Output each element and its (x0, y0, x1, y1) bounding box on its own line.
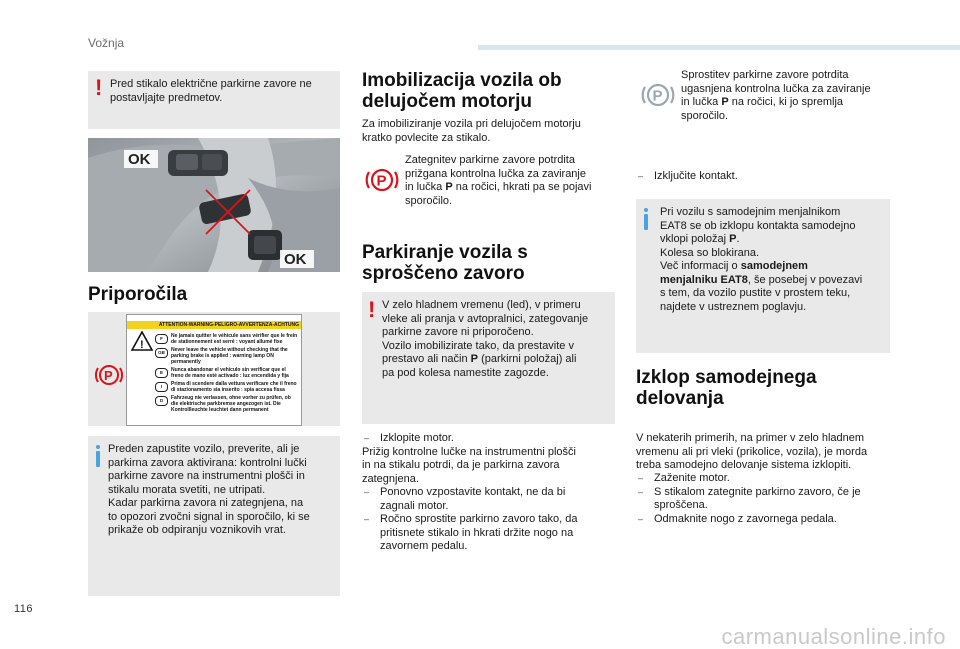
text-line: – Ponovno vzpostavite kontakt, ne da bi (380, 486, 566, 498)
text-line: in lučka P na ročici, hkrati pa se pojavi (405, 181, 592, 193)
info-text: Preden zapustite vozilo, preverite, ali je parkirna zavora aktivirana: kontrolni lučki parkirne zavore na instrumentni plošči in stikalu morata svetiti, ne utripati. Kadar parkirna zavora ni zategnjena, na to opozori zvočni signal in sporočilo, ki se prikaže ob odpiranju voznikovih vrat. (108, 443, 310, 536)
switch-top (168, 150, 228, 176)
text-line: pritisnete stikalo in hkrati držite nogo na (380, 526, 574, 539)
apply-confirmation-text (405, 154, 615, 208)
text-line: in lučka P na ročici, ki jo spremlja (681, 96, 844, 108)
page-number: 116 (14, 603, 34, 615)
switch-bottom (248, 230, 282, 260)
text-line: Več informacij o samodejnem (660, 260, 808, 272)
sticker-row (155, 381, 299, 393)
release-steps (362, 432, 614, 554)
language-code-badge: GB (155, 348, 168, 358)
text-line: – Ročno sprostite parkirno zavoro tako, da (380, 513, 578, 525)
sticker-row-text: Prima di scendere dalla vettura verificare che il freno di stazionamento sia inserito : spia accesa fissa (171, 381, 297, 393)
text-line: zagnali motor. (380, 499, 449, 512)
text-line: in na stikalu potrdi, da je parkirna zavora (362, 459, 560, 471)
text-line: Kolesa so blokirana. (660, 246, 760, 259)
svg-text:P: P (104, 368, 113, 383)
text-line: EAT8 se ob izklopu kontakta samodejno (660, 219, 856, 232)
warning-text: Pred stikalo električne parkirne zavore ne postavljajte predmetov. (110, 78, 312, 104)
step-item (362, 446, 614, 487)
svg-text:P: P (376, 172, 387, 190)
text-line: parkirne zavore ni priporočeno. (382, 326, 534, 338)
disable-automatic-steps (636, 472, 896, 526)
svg-text:!: ! (140, 339, 144, 351)
sticker-row (155, 333, 299, 345)
text-line: sproščena. (654, 499, 708, 511)
sticker-row-text: Nunca abandonar el vehículo sin verificar que el freno de mano esté activado : luz encendida y fija (171, 367, 289, 379)
warning-box-cold-weather (362, 292, 615, 424)
heading-recommendations: Priporočila (88, 284, 188, 305)
warning-sticker (126, 314, 302, 426)
info-box-eat8 (636, 199, 890, 353)
heading-disable-automatic: Izklop samodejnega delovanja (636, 367, 817, 409)
text-line: pa pod kolesa namestite zagozde. (382, 366, 549, 379)
text-line: prestavo ali način P (parkirni položaj) ali (382, 353, 577, 365)
text-line: sporočilo. (405, 194, 453, 207)
parking-switch-photo (88, 138, 340, 272)
svg-text:P: P (652, 87, 663, 105)
sticker-row (155, 367, 299, 379)
parking-lamp-red-icon (364, 163, 400, 201)
parking-lamp-grey-icon (640, 78, 676, 116)
language-code-badge: F (155, 334, 168, 344)
sticker-row-text: Fahrzeug nie verlassen, ohne vorher zu prüfen, ob die elektrische parkbremse angezogen ist. Die Kontrollleuchte leuchtet dann permanent (171, 395, 291, 413)
ok-label-top: OK (128, 151, 151, 168)
sticker-row (155, 395, 299, 413)
step-item (362, 513, 614, 554)
step-item (362, 432, 614, 446)
text-line: s tem, da vozilo pustite v prostem teku, (660, 287, 851, 299)
sticker-row (155, 347, 299, 365)
text-line: – Odmaknite nogo z zavornega pedala. (654, 512, 837, 525)
language-code-badge: I (155, 382, 168, 392)
language-code-badge: D (155, 396, 168, 406)
text-line: – Zaženite motor. (654, 472, 730, 484)
eat8-info-text (660, 206, 886, 314)
triangle-warning-icon (131, 331, 153, 355)
text-line: ugasnjena kontrolna lučka za zaviranje (681, 82, 871, 95)
release-confirmation-text (681, 69, 896, 123)
sticker-row-text: Never leave the vehicle without checking that the parking brake is applied : warning lamp ON permanently (171, 347, 288, 365)
immobilization-intro: Za imobiliziranje vozila pri delujočem motorju kratko povlecite za stikalo. (362, 118, 581, 144)
text-line: vklopi položaj P. (660, 233, 740, 245)
info-icon (96, 451, 100, 467)
text-line: najdete v ustreznem poglavju. (660, 300, 807, 313)
text-line: Sprostitev parkirne zavore potrdita (681, 69, 849, 81)
text-line: sporočilo. (681, 109, 729, 122)
info-box-recommendations (88, 436, 340, 596)
text-line: vleke ali pranja v avtopralnici, zategovanje (382, 312, 589, 325)
text-line: Zategnitev parkirne zavore potrdita (405, 154, 575, 166)
warning-icon: ! (95, 75, 103, 100)
text-line: menjalniku EAT8, še posebej v povezavi (660, 273, 863, 286)
text-line: Pri vozilu s samodejnim menjalnikom (660, 206, 841, 218)
step-item (636, 513, 896, 527)
text-line: Prižig kontrolne lučke na instrumentni plošči (362, 445, 576, 458)
heading-immobilization: Imobilizacija vozila ob delujočem motorju (362, 70, 562, 112)
parking-brake-icon (94, 360, 124, 394)
text-line: – S stikalom zategnite parkirno zavoro, če je (654, 485, 861, 498)
text-line: prižgana kontrolna lučka za zaviranje (405, 167, 586, 180)
info-icon (644, 214, 648, 230)
step-item (362, 486, 614, 513)
ok-label-bottom: OK (284, 251, 307, 268)
language-code-badge: E (155, 368, 168, 378)
text-line: zategnjena. (362, 472, 419, 485)
heading-parking-released: Parkiranje vozila s sproščeno zavoro (362, 242, 528, 284)
text-line: Vozilo imobilizirate tako, da prestavite v (382, 339, 574, 352)
disable-automatic-intro: V nekaterih primerih, na primer v zelo hladnem vremenu ali pri vleki (prikolice, vozila), je morda treba samodejno delovanje sistema izklopiti. (636, 432, 868, 471)
switch-off-step: – Izključite kontakt. (636, 170, 904, 184)
step-item (636, 486, 896, 513)
section-title: Vožnja (88, 36, 125, 50)
sticker-box (88, 312, 340, 426)
sticker-rows (155, 333, 299, 415)
sticker-title: ATTENTION-WARNING-PELIGRO-AVVERTENZA-ACHTUNG (127, 321, 301, 329)
warning-icon: ! (368, 297, 376, 322)
header-bar (478, 45, 960, 50)
text-line: – Izklopite motor. (380, 432, 454, 444)
sticker-row-text: Ne jamais quitter le véhicule sans vérifier que le frein de stationnement est serré : voyant allumé fixe (171, 333, 298, 345)
step-item (636, 472, 896, 486)
cold-weather-warning-text (382, 299, 612, 380)
text-line: V zelo hladnem vremenu (led), v primeru (382, 299, 581, 311)
text-line: zavornem pedalu. (380, 540, 468, 552)
warning-box-switch (88, 71, 340, 129)
watermark: carmanualsonline.info (721, 623, 946, 649)
